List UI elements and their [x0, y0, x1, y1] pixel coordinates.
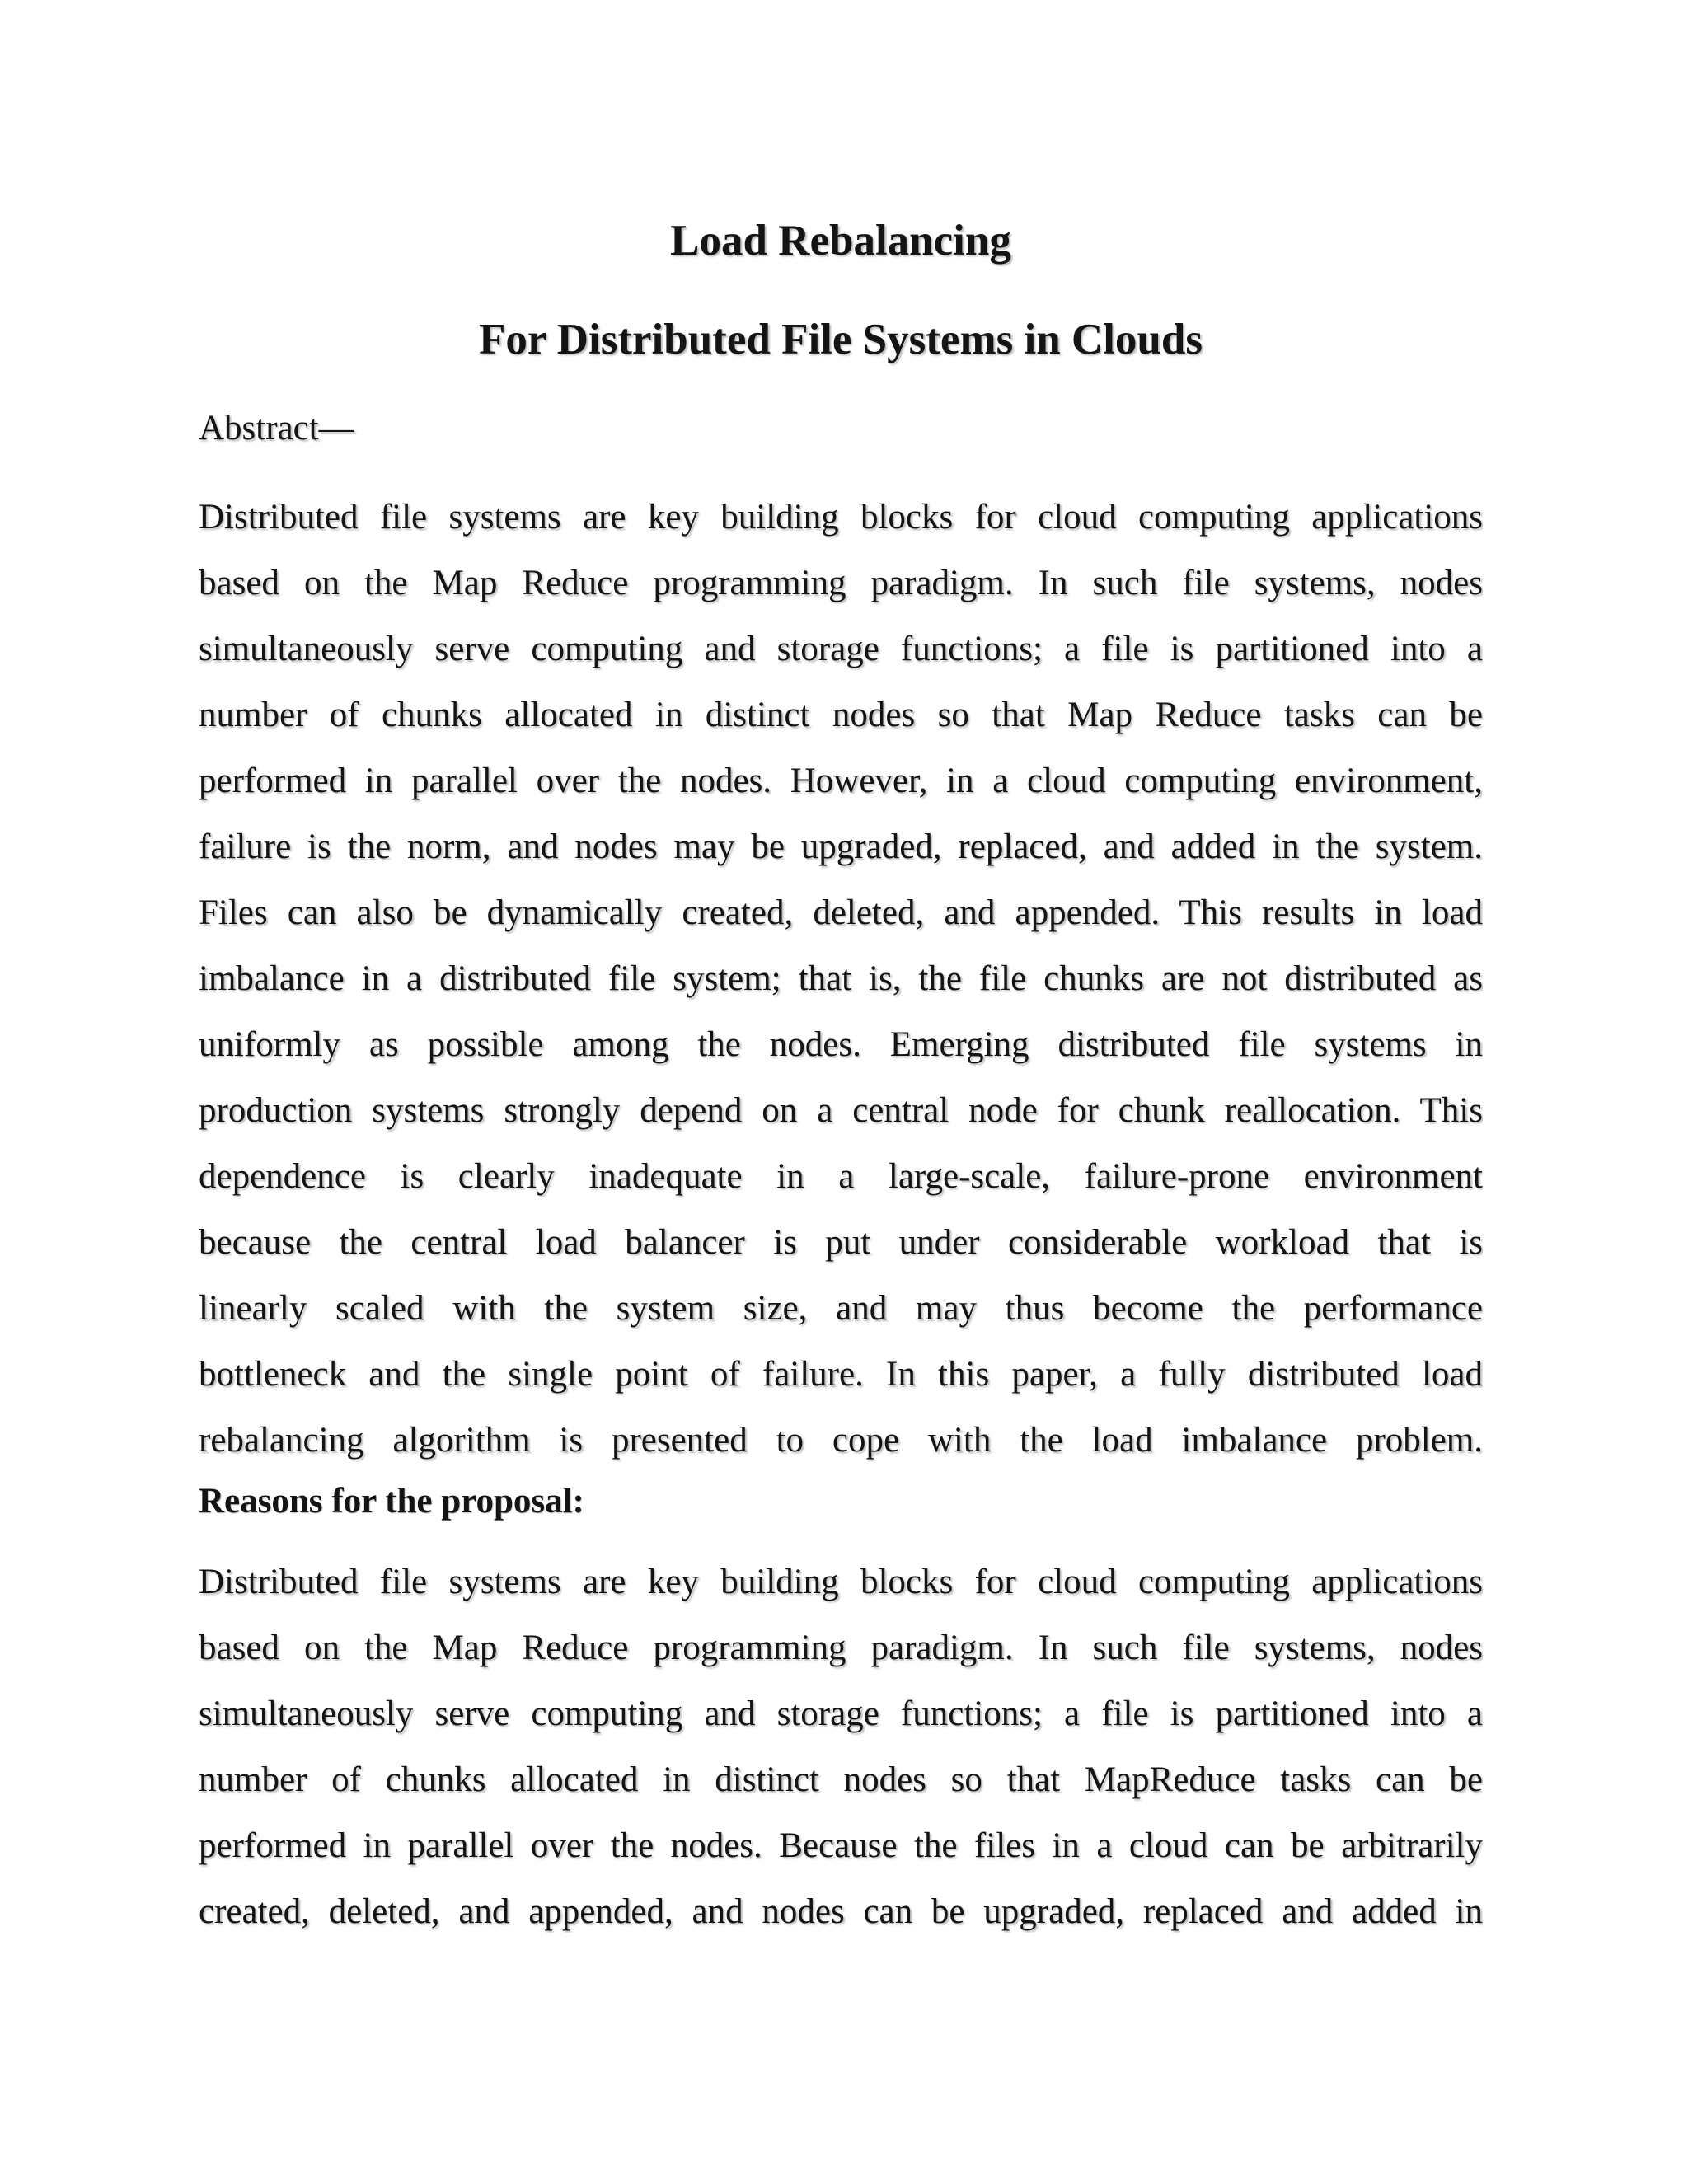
reasons-line: created, deleted, and appended, and nodes can be upgraded, replaced and added in — [199, 1892, 1483, 1931]
abstract-line: bottleneck and the single point of failure. In this paper, a fully distributed load — [199, 1355, 1483, 1394]
reasons-line: simultaneously serve computing and storage functions; a file is partitioned into a — [199, 1694, 1483, 1733]
reasons-heading: Reasons for the proposal: — [199, 1482, 584, 1521]
abstract-paragraph — [199, 485, 1483, 1474]
title-line-1: Load Rebalancing — [670, 217, 1011, 265]
abstract-line: number of chunks allocated in distinct nodes so that Map Reduce tasks can be — [199, 696, 1483, 734]
abstract-line: failure is the norm, and nodes may be upgraded, replaced, and added in the system. — [199, 827, 1483, 866]
abstract-line: because the central load balancer is put under considerable workload that is — [199, 1223, 1483, 1262]
reasons-line: Distributed file systems are key building blocks for cloud computing applications — [199, 1563, 1483, 1601]
abstract-line: performed in parallel over the nodes. However, in a cloud computing environment, — [199, 762, 1483, 800]
abstract-label: Abstract— — [199, 409, 354, 448]
abstract-line: rebalancing algorithm is presented to cope with the load imbalance problem. — [199, 1421, 1483, 1460]
reasons-line: based on the Map Reduce programming paradigm. In such file systems, nodes — [199, 1629, 1483, 1667]
reasons-line: performed in parallel over the nodes. Because the files in a cloud can be arbitrarily — [199, 1826, 1483, 1865]
abstract-line: linearly scaled with the system size, and may thus become the performance — [199, 1289, 1483, 1328]
abstract-line: dependence is clearly inadequate in a large-scale, failure-prone environment — [199, 1157, 1483, 1196]
abstract-line: imbalance in a distributed file system; that is, the file chunks are not distributed as — [199, 959, 1483, 998]
document-content — [199, 216, 1483, 1945]
abstract-line: Distributed file systems are key building blocks for cloud computing applications — [199, 498, 1483, 537]
abstract-line: uniformly as possible among the nodes. Emerging distributed file systems in — [199, 1025, 1483, 1064]
reasons-paragraph — [199, 1549, 1483, 1945]
title-line-2: For Distributed File Systems in Clouds — [479, 316, 1203, 363]
abstract-line: simultaneously serve computing and storage functions; a file is partitioned into a — [199, 630, 1483, 668]
abstract-line: Files can also be dynamically created, deleted, and appended. This results in load — [199, 893, 1483, 932]
abstract-line: based on the Map Reduce programming paradigm. In such file systems, nodes — [199, 564, 1483, 602]
abstract-line: production systems strongly depend on a central node for chunk reallocation. This — [199, 1091, 1483, 1130]
reasons-line: number of chunks allocated in distinct nodes so that MapReduce tasks can be — [199, 1760, 1483, 1799]
